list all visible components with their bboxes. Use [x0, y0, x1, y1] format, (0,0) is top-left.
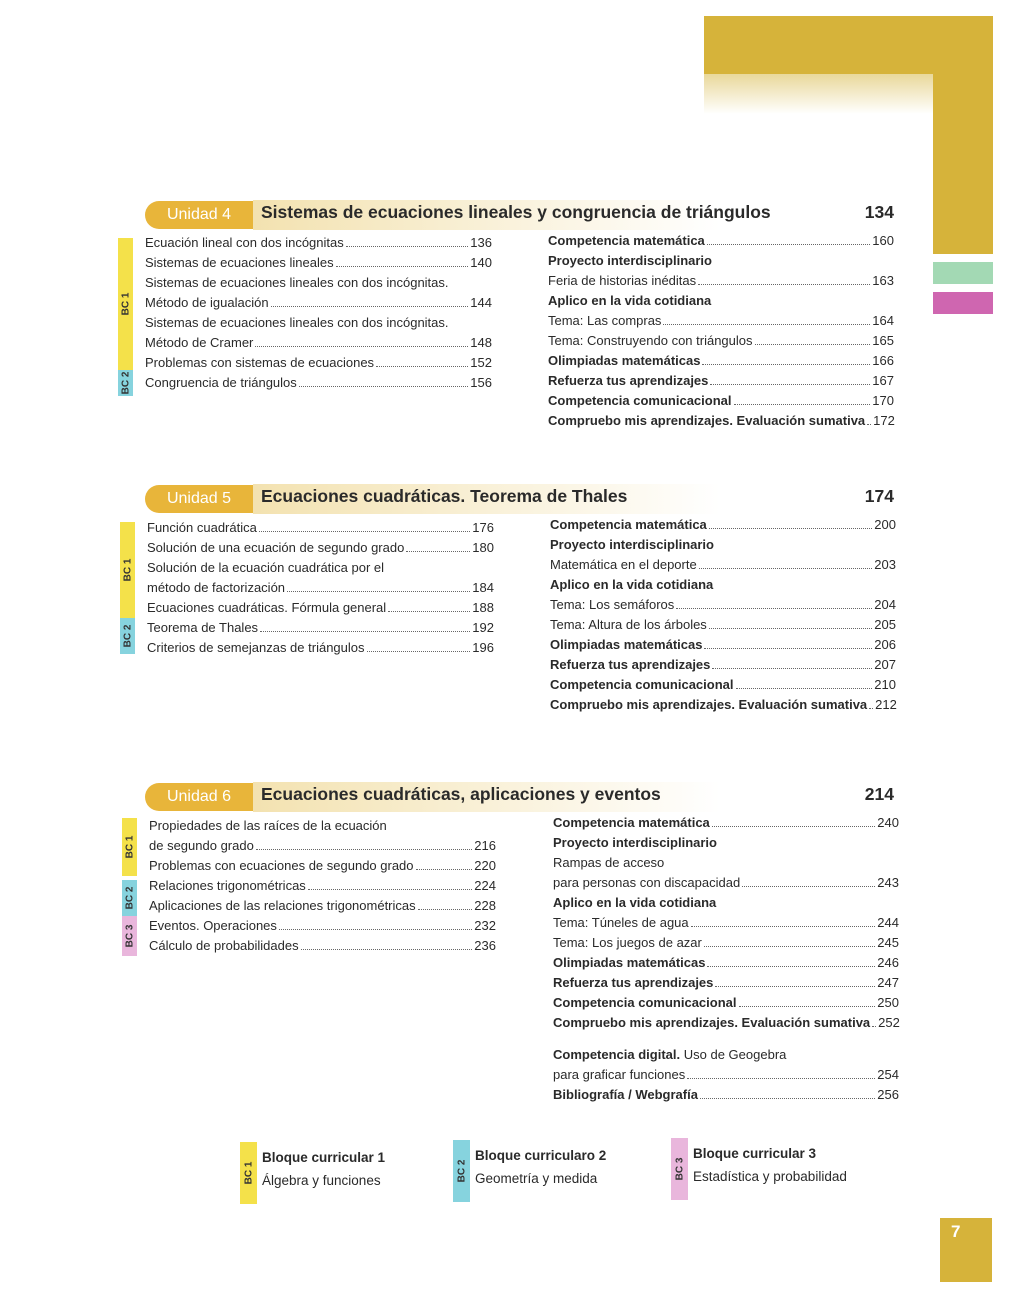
- unit-topics: [147, 518, 494, 658]
- toc-entry[interactable]: Teorema de Thales 192: [147, 620, 494, 635]
- legend-subtitle: Geometría y medida: [475, 1171, 598, 1186]
- decorative-green-tab: [933, 262, 993, 284]
- toc-entry[interactable]: Olimpiadas matemáticas 166: [548, 353, 894, 368]
- unit-page: 134: [864, 202, 894, 222]
- unit-title: Ecuaciones cuadráticas, aplicaciones y eventos: [261, 784, 661, 804]
- toc-entry: Proyecto interdisciplinario: [553, 835, 717, 850]
- toc-entry[interactable]: Matemática en el deporte 203: [550, 557, 896, 572]
- unit-title: Sistemas de ecuaciones lineales y congruencia de triángulos: [261, 202, 771, 222]
- toc-entry[interactable]: Tema: Construyendo con triángulos 165: [548, 333, 894, 348]
- legend-title: Bloque curricular 1: [262, 1150, 386, 1165]
- unit-page: 174: [864, 486, 894, 506]
- toc-entry: Competencia digital. Uso de Geogebra: [553, 1047, 787, 1062]
- legend-title: Bloque curricular 3: [693, 1146, 817, 1161]
- toc-entry: Sistemas de ecuaciones lineales con dos incógnitas.: [145, 315, 449, 330]
- toc-entry: Rampas de acceso: [553, 855, 665, 870]
- toc-entry[interactable]: Ecuaciones cuadráticas. Fórmula general 188: [147, 600, 494, 615]
- unit-activities: [548, 231, 894, 431]
- unit-page: 214: [864, 784, 894, 804]
- page-number-tab: [940, 1218, 992, 1282]
- toc-entry[interactable]: Refuerza tus aprendizajes 167: [548, 373, 894, 388]
- toc-entry[interactable]: Problemas con sistemas de ecuaciones 152: [145, 355, 492, 370]
- decorative-band-fade: [704, 74, 933, 114]
- unit-activities: [553, 813, 899, 1033]
- toc-entry[interactable]: Tema: Los juegos de azar 245: [553, 935, 899, 950]
- toc-entry[interactable]: Refuerza tus aprendizajes 207: [550, 657, 896, 672]
- toc-entry[interactable]: Compruebo mis aprendizajes. Evaluación sumativa 252: [553, 1015, 900, 1030]
- unit-activities: [550, 515, 896, 715]
- toc-entry[interactable]: Eventos. Operaciones 232: [149, 918, 496, 933]
- toc-entry: Proyecto interdisciplinario: [548, 253, 712, 268]
- toc-entry[interactable]: Método de Cramer 148: [145, 335, 492, 350]
- toc-entry[interactable]: para graficar funciones 254: [553, 1067, 899, 1082]
- bc2-marker: BC 2: [120, 371, 131, 395]
- bc3-marker: BC 3: [122, 916, 137, 956]
- legend-subtitle: Estadística y probabilidad: [693, 1169, 847, 1184]
- toc-entry[interactable]: Competencia comunicacional 250: [553, 995, 899, 1010]
- legend-marker: BC 2: [453, 1140, 470, 1202]
- toc-entry: Aplico en la vida cotidiana: [550, 577, 714, 592]
- legend-subtitle: Álgebra y funciones: [262, 1173, 381, 1188]
- unit-title: Ecuaciones cuadráticas. Teorema de Thales: [261, 486, 628, 506]
- toc-entry[interactable]: Olimpiadas matemáticas 246: [553, 955, 899, 970]
- toc-entry[interactable]: Refuerza tus aprendizajes 247: [553, 975, 899, 990]
- legend-marker: BC 3: [671, 1138, 688, 1200]
- toc-entry[interactable]: Tema: Las compras 164: [548, 313, 894, 328]
- bc1-marker: BC 1: [120, 522, 135, 618]
- unit-label: Unidad 6: [145, 783, 253, 811]
- toc-entry[interactable]: Congruencia de triángulos 156: [145, 375, 492, 390]
- decorative-pink-tab: [933, 292, 993, 314]
- toc-entry[interactable]: Tema: Los semáforos 204: [550, 597, 896, 612]
- page-number: 7: [951, 1222, 961, 1241]
- toc-entry: Aplico en la vida cotidiana: [548, 293, 712, 308]
- toc-entry[interactable]: Función cuadrática 176: [147, 520, 494, 535]
- legend-title: Bloque curricularo 2: [475, 1148, 607, 1163]
- toc-entry[interactable]: Cálculo de probabilidades 236: [149, 938, 496, 953]
- toc-entry: Sistemas de ecuaciones lineales con dos incógnitas.: [145, 275, 449, 290]
- bc2-marker: BC 2: [122, 880, 137, 916]
- unit-label: Unidad 4: [145, 201, 253, 229]
- toc-entry[interactable]: para personas con discapacidad 243: [553, 875, 899, 890]
- toc-entry[interactable]: Competencia matemática 200: [550, 517, 896, 532]
- toc-entry[interactable]: Ecuación lineal con dos incógnitas 136: [145, 235, 492, 250]
- toc-entry[interactable]: Competencia comunicacional 170: [548, 393, 894, 408]
- toc-entry[interactable]: Olimpiadas matemáticas 206: [550, 637, 896, 652]
- digital-competence: [553, 1045, 899, 1105]
- toc-entry[interactable]: método de factorización 184: [147, 580, 494, 595]
- toc-entry[interactable]: Competencia matemática 160: [548, 233, 894, 248]
- toc-entry[interactable]: Tema: Altura de los árboles 205: [550, 617, 896, 632]
- toc-entry[interactable]: Competencia comunicacional 210: [550, 677, 896, 692]
- toc-entry[interactable]: Sistemas de ecuaciones lineales 140: [145, 255, 492, 270]
- toc-entry: Solución de la ecuación cuadrática por el: [147, 560, 385, 575]
- toc-entry[interactable]: Tema: Túneles de agua 244: [553, 915, 899, 930]
- toc-entry[interactable]: Feria de historias inéditas 163: [548, 273, 894, 288]
- toc-entry[interactable]: Competencia matemática 240: [553, 815, 899, 830]
- decorative-band-vertical: [933, 16, 993, 254]
- unit-header: [145, 782, 920, 812]
- toc-entry[interactable]: Criterios de semejanzas de triángulos 196: [147, 640, 494, 655]
- toc-entry: Aplico en la vida cotidiana: [553, 895, 717, 910]
- toc-entry[interactable]: Relaciones trigonométricas 224: [149, 878, 496, 893]
- toc-entry[interactable]: Problemas con ecuaciones de segundo grado 220: [149, 858, 496, 873]
- toc-entry[interactable]: Método de igualación 144: [145, 295, 492, 310]
- bc2-marker: BC 2: [120, 618, 135, 654]
- unit-topics: [149, 816, 496, 956]
- unit-topics: [145, 233, 492, 393]
- legend-marker: BC 1: [240, 1142, 257, 1204]
- toc-entry[interactable]: de segundo grado 216: [149, 838, 496, 853]
- toc-entry[interactable]: Solución de una ecuación de segundo grado 180: [147, 540, 494, 555]
- toc-entry: Proyecto interdisciplinario: [550, 537, 714, 552]
- toc-entry: Propiedades de las raíces de la ecuación: [149, 818, 387, 833]
- unit-header: [145, 200, 920, 230]
- toc-entry[interactable]: Bibliografía / Webgrafía 256: [553, 1087, 899, 1102]
- bc1-marker: BC 1: [118, 238, 133, 370]
- toc-entry[interactable]: Compruebo mis aprendizajes. Evaluación sumativa 212: [550, 697, 897, 712]
- toc-entry[interactable]: Compruebo mis aprendizajes. Evaluación sumativa 172: [548, 413, 895, 428]
- unit-label: Unidad 5: [145, 485, 253, 513]
- bc1-marker: BC 1: [122, 818, 137, 876]
- unit-header: [145, 484, 920, 514]
- toc-entry[interactable]: Aplicaciones de las relaciones trigonométricas 228: [149, 898, 496, 913]
